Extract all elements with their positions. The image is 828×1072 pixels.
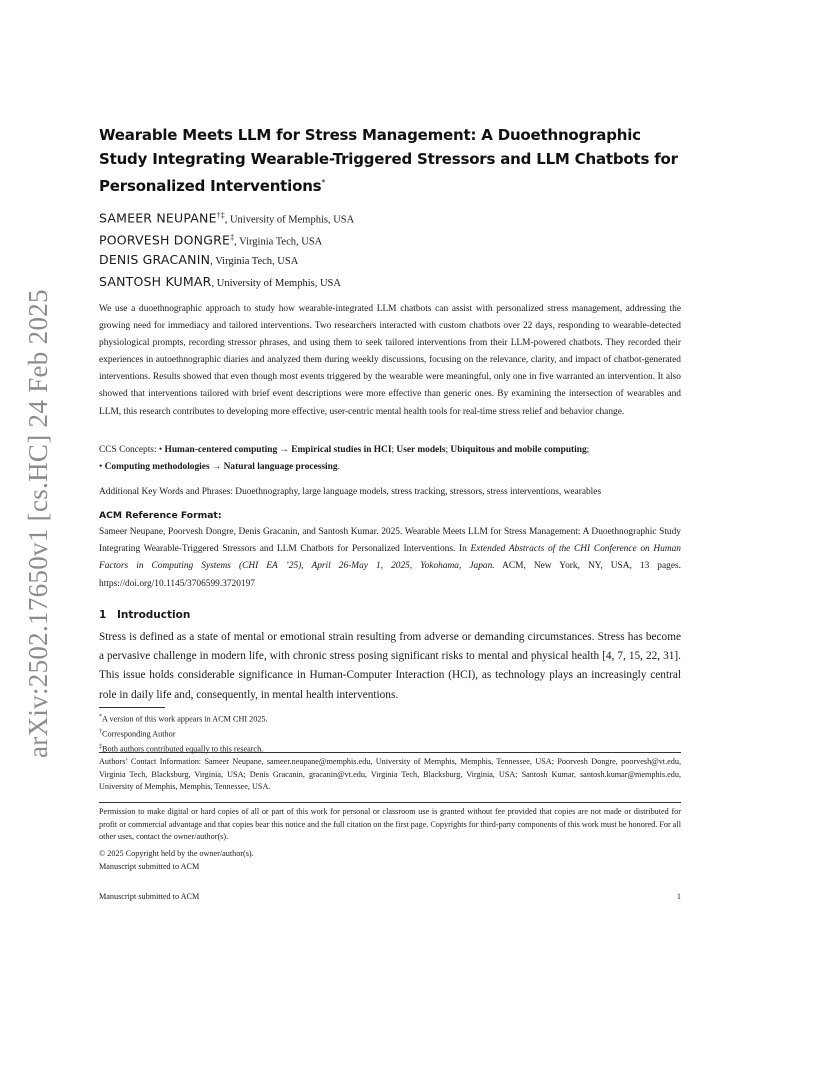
section-title: Introduction <box>117 609 191 621</box>
permission-divider <box>99 802 681 803</box>
ccs-end: . <box>337 462 340 472</box>
author-marks: ‡ <box>230 233 235 242</box>
abstract: We use a duoethnographic approach to study how wearable-integrated LLM chatbots can assist with personalized stress management, addressing the growing need for immediacy and tailored interventions. Two researchers interacted with custom chatbots over 22 days, responding to wearable-detected physiological prompts, recording stressor phrases, and using them to seek tailored interventions from their LLM-powered chatbots. They recorded their experiences in autoethnographic diaries and analyzed them during weekly discussions, focusing on the relevance, clarity, and impact of chatbot-generated interventions. Results showed that even though most events triggered by the wearable were meaningful, only one in five warranted an intervention. It also showed that interventions tailored with brief event descriptions were more effective than generic ones. By examining the intersection of wearables and LLM, this research contributes to developing more effective, user-centric mental health tools for real-time stress relief and behavior change. <box>99 304 681 417</box>
reference-venue: Extended Abstracts of the CHI Conference on Human Factors in Computing Systems (CHI EA ’25), April 26-May 1, 2025, Yokohama, Japan. <box>99 544 681 572</box>
author-affiliation: , University of Memphis, USA <box>224 214 355 226</box>
ccs-concept: User models <box>396 445 446 455</box>
ccs-separator: ; <box>445 445 451 455</box>
footnote <box>99 711 681 726</box>
ccs-separator: ; <box>586 445 590 455</box>
footer-venue: Manuscript submitted to ACM <box>99 892 200 901</box>
author-3 <box>99 249 681 271</box>
ccs-separator: ; <box>391 445 397 455</box>
author-4 <box>99 271 681 293</box>
footnote-text: Both authors contributed equally to this research. <box>102 744 264 754</box>
footnote-mark: ‡ <box>99 744 102 751</box>
author-contact-info: Authors’ Contact Information: Sameer Neupane, sameer.neupane@memphis.edu, University of Memphis, Memphis, Tennessee, USA; Poorvesh Dongre, poorvesh@vt.edu, Virginia Tech, Blacksburg, Virginia, USA; Denis Gracanin, gracanin@vt.edu, Virginia Tech, Blacksburg, Virginia, USA; Santosh Kumar, santosh.kumar@memphis.edu, University of Memphis, Memphis, Tennessee, USA. <box>99 757 681 792</box>
author-marks: †‡ <box>216 211 225 220</box>
contact-divider <box>99 752 681 753</box>
arxiv-stamp: arXiv:2502.17650v1 [cs.HC] 24 Feb 2025 <box>23 289 53 758</box>
paper-title <box>99 123 681 198</box>
author-name: POORVESH DONGRE <box>99 232 231 248</box>
reference-format <box>99 524 681 593</box>
intro-paragraph: Stress is defined as a state of mental or emotional strain resulting from adverse or demanding circumstances. Stress has become a pervasive challenge in modern life, with chronic stress posing significant risks to mental and physical health [4, 7, 15, 22, 31]. This issue holds considerable significance in Human-Computer Interaction (HCI), as technology plays an increasingly central role in daily life and, consequently, in mental health interventions. <box>99 631 681 701</box>
keywords: Additional Key Words and Phrases: Duoethnography, large language models, stress tracking, stressors, stress interventions, wearables <box>99 487 602 497</box>
ccs-concept: Computing methodologies → Natural language processing <box>104 462 338 472</box>
author-list <box>99 205 681 293</box>
footnote <box>99 726 681 741</box>
author-1 <box>99 205 681 227</box>
author-name: SANTOSH KUMAR <box>99 274 212 289</box>
reference-format-heading: ACM Reference Format: <box>99 510 222 521</box>
ccs-bullet: • <box>158 445 165 455</box>
footnote-divider <box>99 707 165 708</box>
section-heading <box>99 605 190 625</box>
footnote <box>99 741 681 756</box>
footnote-mark: * <box>99 714 102 720</box>
ccs-bullet: • <box>99 462 105 472</box>
copyright-notice: © 2025 Copyright held by the owner/author(s). <box>99 849 254 858</box>
author-affiliation: , Virginia Tech, USA <box>210 256 299 267</box>
author-affiliation: , University of Memphis, USA <box>211 278 341 289</box>
ccs-concepts <box>99 442 681 476</box>
submission-note: Manuscript submitted to ACM <box>99 862 200 871</box>
page-number: 1 <box>676 892 681 901</box>
title-text: Wearable Meets LLM for Stress Management: A Duoethnographic Study Integrating Wearable-Triggered Stressors and LLM Chatbots for Personalized Interventions <box>99 126 678 195</box>
author-name: DENIS GRACANIN <box>99 252 211 267</box>
footnote-text: Corresponding Author <box>102 729 176 739</box>
footnote-mark: † <box>99 729 102 736</box>
ccs-label: CCS Concepts: <box>99 445 159 455</box>
footnote-text: A version of this work appears in ACM CHI 2025. <box>102 714 268 724</box>
footnotes <box>99 711 681 756</box>
permission-notice: Permission to make digital or hard copies of all or part of this work for personal or classroom use is granted without fee provided that copies are not made or distributed for profit or commercial advantage and that copies bear this notice and the full citation on the first page. Copyrights for third-party components of this work must be honored. For all other uses, contact the owner/author(s). <box>99 807 681 842</box>
reference-part1: Sameer Neupane, Poorvesh Dongre, Denis Gracanin, and Santosh Kumar. 2025. Wearable Meets LLM for Stress Management: A Duoethnographic Study Integrating Wearable-Triggered Stressors and LLM Chatbots for Personalized Interventions. In <box>99 527 681 555</box>
ccs-concept: Ubiquitous and mobile computing <box>450 445 587 455</box>
author-affiliation: , Virginia Tech, USA <box>234 236 323 248</box>
title-footnote-marker: * <box>321 178 326 187</box>
author-2 <box>99 227 681 249</box>
section-number: 1 <box>99 609 107 621</box>
ccs-concept: Human-centered computing → Empirical studies in HCI <box>164 445 392 455</box>
reference-part2: ACM, New York, NY, USA, 13 pages. https://doi.org/10.1145/3706599.3720197 <box>99 561 681 589</box>
author-name: SAMEER NEUPANE <box>99 210 217 226</box>
